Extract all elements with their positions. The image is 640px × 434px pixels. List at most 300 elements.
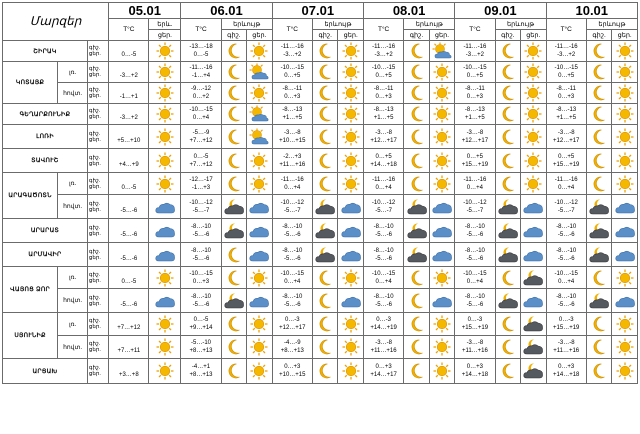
subregion-name: հովտ. (58, 336, 88, 359)
temp-cell (363, 243, 403, 267)
moon-icon (312, 359, 337, 384)
day-label: ցեր. (88, 254, 101, 261)
night-temp: -10…-15 (554, 65, 578, 71)
temp-cell (546, 243, 586, 267)
moon-icon (221, 83, 246, 104)
region-name: ԱՐԱԳԱԾՈՏՆ (3, 173, 58, 219)
day-header-3: ցեր. (429, 30, 455, 41)
night-temp: -8…-10 (464, 247, 485, 254)
day-temp: -1…+4 (191, 73, 211, 79)
sun-icon (429, 267, 455, 289)
moon-icon (404, 359, 429, 384)
night-temp (109, 153, 148, 161)
day-temp: 0…+4 (558, 278, 575, 285)
day-temp: +9…+14 (189, 325, 213, 331)
temp-cell (455, 336, 495, 359)
day-temp: -5…-6 (120, 301, 138, 308)
moon-icon (221, 62, 246, 83)
day-temp: -5…-6 (466, 301, 484, 308)
day-label: ցեր. (88, 347, 101, 353)
night-temp: -10…-15 (463, 65, 487, 71)
sun-icon (429, 336, 455, 359)
temp-cell (109, 267, 149, 289)
day-temp: +14…+19 (370, 325, 397, 331)
date-header-5: 10.01 (546, 3, 637, 19)
day-temp: 0…+4 (466, 278, 483, 285)
temp-cell (546, 104, 586, 125)
temp-cell (181, 336, 221, 359)
night-temp (109, 106, 148, 114)
temp-cell (272, 219, 312, 243)
day-temp: -5…-6 (375, 301, 392, 308)
sun-icon (149, 62, 181, 83)
temp-header-1: T°C (181, 19, 221, 41)
day-temp: 0…+4 (192, 115, 210, 121)
time-labels (87, 267, 108, 289)
night-temp (109, 316, 148, 324)
sun-icon (521, 83, 547, 104)
night-temp: 0…+5 (375, 153, 392, 160)
table-row (3, 41, 638, 62)
day-temp: -5…-7 (192, 207, 210, 214)
temp-cell (272, 104, 312, 125)
moon-icon (586, 149, 611, 173)
sun-icon (612, 336, 638, 359)
day-header-4: ցեր. (521, 30, 547, 41)
night-temp: -4…-9 (283, 340, 301, 346)
day-temp: 0…-5 (193, 52, 209, 58)
day-temp: +1…+5 (556, 115, 577, 121)
night-label: գիշ. (88, 341, 101, 347)
sun-icon (247, 359, 273, 384)
sun-icon (149, 336, 181, 359)
day-temp: 0…+5 (558, 73, 575, 79)
day-label: ցեր. (88, 72, 101, 78)
night-temp: -8…-11 (556, 86, 576, 92)
sun-icon (612, 125, 638, 149)
sun-icon (149, 41, 181, 62)
day-temp: -3…+2 (119, 115, 138, 121)
day-temp: +12…+17 (461, 137, 489, 144)
sun-icon (149, 149, 181, 173)
night-temp: -3…-8 (466, 340, 484, 346)
day-temp: +14…+18 (553, 372, 580, 378)
sun-icon (612, 62, 638, 83)
subregion-name: հովտ. (58, 289, 88, 313)
cloud-icon (612, 243, 638, 267)
night-temp: -10…-12 (554, 199, 578, 206)
time-labels (87, 104, 108, 125)
sun-icon (612, 173, 638, 195)
night-temp: -8…-10 (464, 223, 485, 230)
night-temp: 0…-3 (558, 317, 574, 323)
sun-icon (149, 267, 181, 289)
cloud-icon (521, 243, 547, 267)
table-row (3, 267, 638, 289)
moon-icon (221, 243, 246, 267)
cloud-icon (338, 243, 364, 267)
sun-icon (429, 173, 455, 195)
moon-icon (312, 125, 337, 149)
day-temp: -5…-7 (283, 207, 301, 214)
night-temp: -8…-11 (373, 86, 394, 92)
night-temp (109, 129, 148, 137)
day-temp: 0…+4 (375, 278, 392, 285)
day-temp: +15…+19 (461, 325, 489, 331)
moon-icon (495, 267, 520, 289)
temp-cell (181, 219, 221, 243)
moon-cloud-icon (521, 313, 547, 336)
night-temp: -11…-16 (463, 44, 487, 50)
moon-icon (221, 104, 246, 125)
table-row (3, 336, 638, 359)
sun-icon (247, 313, 273, 336)
sun-icon (429, 149, 455, 173)
cloud-icon (521, 195, 547, 219)
moon-icon (586, 267, 611, 289)
temp-cell (109, 243, 149, 267)
day-temp: -3…+2 (465, 52, 484, 58)
day-temp: +11…+16 (279, 161, 306, 168)
temp-cell (272, 313, 312, 336)
time-labels (87, 125, 108, 149)
time-labels (87, 359, 108, 384)
night-temp (109, 339, 148, 347)
moon-icon (404, 125, 429, 149)
day-temp: 0…+4 (284, 184, 301, 191)
region-name: ԱՐԱՐԱՏ (3, 219, 88, 243)
day-temp: +11…+16 (461, 348, 488, 354)
night-temp: -8…-10 (282, 247, 303, 254)
sun-icon (247, 149, 273, 173)
temp-header-4: T°C (455, 19, 495, 41)
moon-cloud-icon (221, 289, 246, 313)
day-temp: -5…-7 (557, 207, 575, 214)
day-temp: -5…-6 (283, 231, 301, 238)
day-temp: -5…-6 (375, 231, 392, 238)
sun-icon (149, 104, 181, 125)
moon-cloud-icon (586, 243, 611, 267)
day-label: ցեր. (88, 277, 101, 284)
temp-cell (546, 62, 586, 83)
sun-icon (521, 62, 547, 83)
night-temp: -3…-8 (375, 340, 392, 346)
night-temp: -8…-10 (556, 223, 577, 230)
night-temp: -4…+1 (191, 364, 211, 370)
sun-icon (521, 173, 547, 195)
day-temp: +7…+12 (189, 137, 213, 144)
cloud-icon (429, 195, 455, 219)
moon-cloud-icon (221, 219, 246, 243)
day-temp: -5…-6 (192, 255, 210, 262)
day-temp: +10…+15 (279, 137, 306, 144)
cloud-icon (247, 195, 273, 219)
night-temp: -10…-15 (463, 270, 487, 277)
day-label: ցեր. (88, 136, 101, 143)
subregion-name: հովտ. (58, 83, 88, 104)
sun-icon (521, 41, 547, 62)
moon-cloud-icon (404, 243, 429, 267)
night-temp: -10…-12 (463, 199, 487, 206)
sun-icon (338, 359, 364, 384)
temp-cell (272, 289, 312, 313)
night-temp: -8…-10 (191, 223, 212, 230)
moon-icon (404, 289, 429, 313)
night-temp (109, 223, 148, 231)
forecast-table-container (2, 2, 638, 430)
sun-cloud-icon (247, 125, 273, 149)
temp-cell (272, 125, 312, 149)
cloud-icon (612, 195, 638, 219)
phenomenon-header-4: երևույթ (495, 19, 546, 30)
day-temp: +11…+16 (553, 348, 580, 354)
temp-cell (546, 173, 586, 195)
sun-icon (429, 83, 455, 104)
day-header-5: ցեր. (612, 30, 638, 41)
day-temp: +5…+10 (117, 137, 141, 144)
moon-icon (312, 83, 337, 104)
night-temp: -8…-11 (282, 86, 303, 92)
temp-cell (455, 104, 495, 125)
night-temp: -9…-12 (191, 86, 212, 92)
moon-icon (586, 41, 611, 62)
table-row (3, 173, 638, 195)
night-label: գիշ. (88, 248, 101, 255)
night-temp: 0…+3 (466, 364, 483, 370)
day-temp: 0…+5 (375, 73, 392, 79)
day-temp: +10…+15 (279, 372, 306, 378)
day-temp: 0…+2 (192, 94, 210, 100)
temp-cell (272, 336, 312, 359)
moon-cloud-icon (221, 195, 246, 219)
night-temp: -8…-10 (282, 293, 303, 300)
day-label: ցեր. (88, 51, 101, 57)
table-row (3, 195, 638, 219)
cloud-icon (149, 243, 181, 267)
moon-icon (312, 41, 337, 62)
day-temp: 0…+5 (284, 73, 301, 79)
moon-icon (221, 149, 246, 173)
sun-icon (247, 336, 273, 359)
sun-icon (149, 125, 181, 149)
sun-icon (247, 41, 273, 62)
temp-cell (272, 267, 312, 289)
day-temp: -3…+2 (374, 52, 393, 58)
moon-icon (312, 62, 337, 83)
region-name: ՎԱՅՈՑ ՁՈՐ (3, 267, 58, 313)
night-label: գիշ. (88, 177, 101, 184)
moon-cloud-icon (586, 219, 611, 243)
sun-icon (247, 173, 273, 195)
table-row (3, 359, 638, 384)
temp-cell (546, 125, 586, 149)
temp-cell (272, 149, 312, 173)
day-temp: +8…+13 (189, 372, 213, 378)
day-temp: +12…+17 (279, 325, 306, 331)
moon-icon (495, 41, 520, 62)
night-temp: -5…-10 (191, 340, 212, 346)
time-labels (87, 219, 108, 243)
temp-cell (546, 313, 586, 336)
temp-cell (455, 83, 495, 104)
night-temp: -11…-16 (280, 176, 304, 183)
sun-icon (521, 149, 547, 173)
region-name: ԿՈՏԱՅՔ (3, 62, 58, 104)
night-label: գիշ. (88, 200, 101, 207)
day-temp: -3…+2 (557, 52, 576, 58)
temp-cell (181, 289, 221, 313)
night-temp: -8…-10 (373, 247, 394, 254)
night-temp: -8…-10 (556, 293, 577, 300)
temp-cell (363, 289, 403, 313)
day-temp: +8…+13 (189, 348, 213, 354)
moon-icon (404, 41, 429, 62)
time-labels (87, 41, 108, 62)
day-temp: 0…+3 (558, 94, 575, 100)
temp-cell (546, 267, 586, 289)
moon-icon (495, 83, 520, 104)
sun-icon (429, 125, 455, 149)
temp-cell (363, 149, 403, 173)
day-label: ցեր. (88, 93, 101, 99)
table-row (3, 313, 638, 336)
phenomenon-header-5: երևույթ (586, 19, 637, 30)
temp-cell (455, 149, 495, 173)
night-temp: -11…-16 (372, 176, 396, 183)
moon-icon (221, 313, 246, 336)
night-label: գիշ. (88, 294, 101, 301)
temp-cell (272, 62, 312, 83)
date-header-2: 07.01 (272, 3, 363, 19)
time-labels (87, 173, 108, 195)
time-labels (87, 195, 108, 219)
temp-cell (546, 149, 586, 173)
night-temp: -10…-15 (280, 65, 304, 71)
night-label: գիշ. (88, 318, 101, 324)
date-header-0: 05.01 (109, 3, 181, 19)
night-header-1: գիշ. (221, 30, 246, 41)
sun-icon (612, 359, 638, 384)
day-temp: -3…+2 (283, 52, 302, 58)
moon-icon (404, 104, 429, 125)
night-temp (109, 363, 148, 371)
temp-cell (455, 243, 495, 267)
table-row (3, 83, 638, 104)
night-temp: -3…-8 (557, 340, 575, 346)
temp-cell (363, 104, 403, 125)
day-temp: 0…+5 (466, 73, 483, 79)
sun-icon (338, 62, 364, 83)
night-temp: 0…-5 (193, 153, 209, 160)
night-temp (109, 270, 148, 278)
night-header-5: գիշ. (586, 30, 611, 41)
night-temp: -11…-16 (372, 44, 396, 50)
date-header-4: 09.01 (455, 3, 546, 19)
night-temp: -10…-12 (371, 199, 396, 206)
night-label: գիշ. (88, 87, 101, 93)
night-temp: -12…-17 (189, 176, 213, 183)
night-temp: -10…-12 (280, 199, 304, 206)
night-temp: -8…-10 (464, 293, 485, 300)
day-label: ցեր. (88, 230, 101, 237)
temp-cell (272, 195, 312, 219)
moon-icon (221, 267, 246, 289)
night-temp: 0…+3 (284, 364, 301, 370)
moon-icon (312, 289, 337, 313)
temp-cell (455, 125, 495, 149)
day-temp: +12…+17 (553, 137, 580, 144)
moon-icon (312, 267, 337, 289)
cloud-icon (149, 219, 181, 243)
moon-cloud-icon (521, 267, 547, 289)
day-temp: +11…+16 (370, 348, 397, 354)
temp-cell (363, 313, 403, 336)
sun-cloud-icon (247, 62, 273, 83)
sun-icon (338, 173, 364, 195)
moon-icon (495, 173, 520, 195)
phenomenon-header-2: երևույթ (312, 19, 363, 30)
night-temp: 0…-3 (284, 317, 300, 323)
night-temp: 0…+5 (466, 153, 483, 160)
night-label: գիշ. (88, 154, 101, 161)
moon-cloud-icon (495, 195, 520, 219)
day-temp: 0…+3 (284, 94, 301, 100)
night-temp: 0…-5 (193, 317, 209, 323)
night-temp: -11…-16 (280, 44, 304, 50)
sun-icon (338, 83, 364, 104)
sun-icon (429, 313, 455, 336)
temp-header-0: T°C (109, 19, 149, 41)
time-labels (87, 83, 108, 104)
temp-cell (181, 313, 221, 336)
night-temp: -10…-15 (554, 270, 578, 277)
day-temp: -5…-6 (120, 255, 138, 262)
day-temp: -5…-7 (375, 207, 392, 214)
sun-icon (612, 83, 638, 104)
table-row (3, 62, 638, 83)
night-temp: -11…-16 (463, 176, 487, 183)
temp-cell (109, 62, 149, 83)
moon-icon (312, 313, 337, 336)
temp-cell (455, 313, 495, 336)
moon-icon (586, 359, 611, 384)
night-temp: -8…-11 (465, 86, 485, 92)
day-temp: -5…-6 (375, 255, 392, 262)
night-temp: -8…-13 (373, 107, 394, 113)
moon-icon (495, 359, 520, 384)
temp-cell (455, 173, 495, 195)
moon-icon (404, 336, 429, 359)
day-label: ցեր. (88, 300, 101, 307)
forecast-table (2, 2, 638, 384)
day-header-0: ցեր. (149, 30, 181, 41)
moon-cloud-icon (495, 289, 520, 313)
day-temp: +7…+12 (189, 161, 213, 168)
region-name: ԱՐՑԱԽ (3, 359, 88, 384)
temp-cell (181, 173, 221, 195)
day-temp: -5…-6 (120, 231, 138, 238)
day-temp: +14…+17 (370, 372, 397, 378)
moon-icon (404, 62, 429, 83)
sun-icon (521, 125, 547, 149)
night-temp: -3…-8 (375, 129, 392, 136)
moon-icon (586, 104, 611, 125)
cloud-icon (429, 219, 455, 243)
temp-cell (181, 83, 221, 104)
day-temp: +1…+5 (282, 115, 303, 121)
sun-icon (429, 104, 455, 125)
night-temp: -8…-10 (373, 293, 394, 300)
